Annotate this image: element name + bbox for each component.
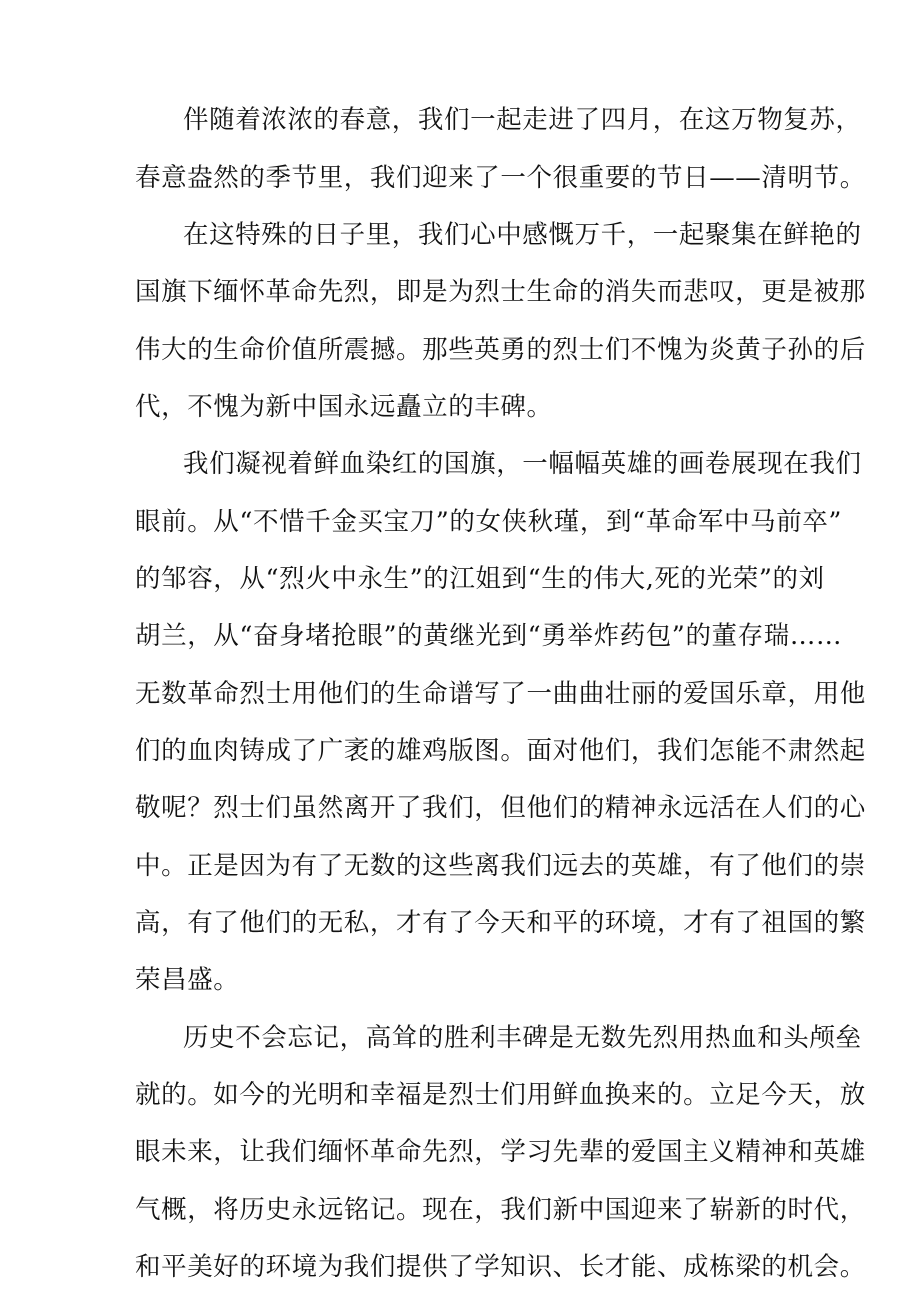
text-line-5: 伟大的生命价值所震撼。那些英勇的烈士们不愧为炎黄子孙的后 (135, 335, 866, 365)
text-line-10: 胡兰，从“奋身堵抢眼”的黄继光到“勇举炸药包”的董存瑞…… (135, 621, 843, 651)
text-line-15: 高，有了他们的无私，才有了今天和平的环境，才有了祖国的繁 (135, 908, 866, 938)
text-line-6: 代，不愧为新中国永远矗立的丰碑。 (135, 392, 553, 422)
text-line-19: 眼未来，让我们缅怀革命先烈，学习先辈的爱国主义精神和英雄 (135, 1137, 866, 1167)
text-line-12: 们的血肉铸成了广袤的雄鸡版图。面对他们，我们怎能不肃然起 (135, 736, 866, 766)
text-line-1: 伴随着浓浓的春意，我们一起走进了四月，在这万物复苏， (183, 105, 862, 135)
text-line-21: 和平美好的环境为我们提供了学知识、长才能、成栋梁的机会。 (135, 1252, 866, 1282)
text-line-9: 的邹容，从“烈火中永生”的江姐到“生的伟大,死的光荣”的刘 (135, 564, 825, 594)
text-line-2: 春意盎然的季节里，我们迎来了一个很重要的节日——清明节。 (135, 163, 866, 193)
text-line-8: 眼前。从“不惜千金买宝刀”的女侠秋瑾，到“革命军中马前卒” (135, 507, 843, 537)
text-line-20: 气概，将历史永远铭记。现在，我们新中国迎来了崭新的时代， (135, 1195, 866, 1225)
text-line-3: 在这特殊的日子里，我们心中感慨万千，一起聚集在鲜艳的 (183, 220, 862, 250)
text-line-4: 国旗下缅怀革命先烈，即是为烈士生命的消失而悲叹，更是被那 (135, 277, 866, 307)
text-line-18: 就的。如今的光明和幸福是烈士们用鲜血换来的。立足今天，放 (135, 1080, 866, 1110)
text-line-17: 历史不会忘记，高耸的胜利丰碑是无数先烈用热血和头颅垒 (183, 1023, 862, 1053)
text-line-7: 我们凝视着鲜血染红的国旗，一幅幅英雄的画卷展现在我们 (183, 449, 862, 479)
text-line-16: 荣昌盛。 (135, 965, 240, 995)
text-line-13: 敬呢？烈士们虽然离开了我们，但他们的精神永远活在人们的心 (135, 793, 866, 823)
text-line-11: 无数革命烈士用他们的生命谱写了一曲曲壮丽的爱国乐章，用他 (135, 679, 866, 709)
text-line-14: 中。正是因为有了无数的这些离我们远去的英雄，有了他们的崇 (135, 851, 866, 881)
